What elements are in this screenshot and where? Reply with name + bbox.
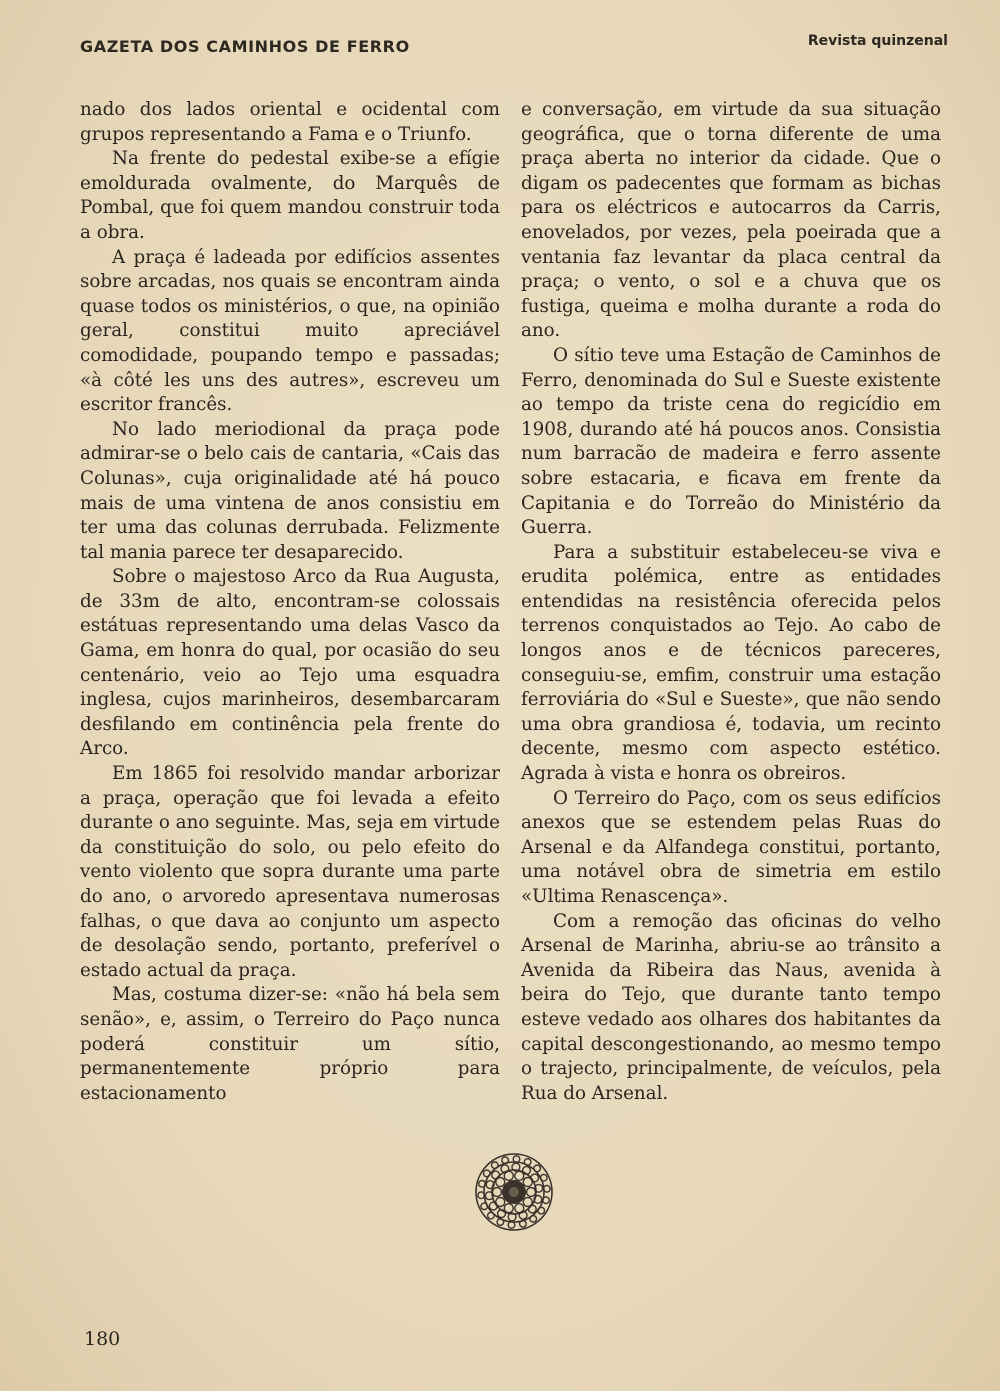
- right-text-column: [521, 98, 941, 1106]
- running-header-subtitle: Revista quinzenal: [807, 33, 948, 49]
- page-number: 180: [84, 1328, 121, 1350]
- paragraph: Sobre o majestoso Arco da Rua Augusta, de 33m de alto, encontram-se colossais estátuas representando uma delas Vasco da Gama, em honra do qual, por ocasião do seu centenário, veio ao Tejo uma esquadra inglesa, cujos marinheiros, desembarcaram desfilando em continência pela frente do Arco.: [80, 566, 500, 760]
- rosette-ornament-icon: [472, 1150, 556, 1234]
- paragraph: Com a remoção das oficinas do velho Arsenal de Marinha, abriu-se ao trânsito a Avenida da Ribeira das Naus, avenida à beira do Tejo, que durante tanto tempo esteve vedado aos olhares dos habitantes da capital descongestionando, ao mesmo tempo o trajecto, principalmente, de veículos, pela Rua do Arsenal.: [521, 910, 941, 1104]
- paragraph: Para a substituir estabeleceu-se viva e erudita polémica, entre as entidades entendidas na resistência oferecida pelos terrenos conquistados ao Tejo. Ao cabo de longos anos e de técnicos pareceres, conseguiu-se, emfim, construir uma estação ferroviária do «Sul e Sueste», que não sendo uma obra grandiosa é, todavia, um recinto decente, mesmo com aspecto estético. Agrada à vista e honra os obreiros.: [521, 541, 941, 785]
- paragraph: A praça é ladeada por edifícios assentes sobre arcadas, nos quais se encontram ainda quase todos os ministérios, o que, na opinião geral, constitui muito apreciável comodidade, poupando tempo e passadas; «à côté les uns des autres», escreveu um escritor francês.: [80, 246, 500, 416]
- left-text-column: [80, 98, 500, 1106]
- paragraph: nado dos lados oriental e ocidental com grupos representando a Fama e o Triunfo.: [80, 99, 500, 145]
- paragraph: Em 1865 foi resolvido mandar arborizar a praça, operação que foi levada a efeito durante o ano seguinte. Mas, seja em virtude da constituição do solo, ou pelo efeito do vento violento que sopra durante uma parte do ano, o arvoredo apresentava numerosas falhas, o que dava ao conjunto um aspecto de desolação sendo, portanto, preferível o estado actual da praça.: [80, 763, 500, 981]
- paragraph: Na frente do pedestal exibe-se a efígie emoldurada ovalmente, do Marquês de Pombal, que foi quem mandou construir toda a obra.: [80, 148, 500, 243]
- paragraph: O Terreiro do Paço, com os seus edifícios anexos que se estendem pelas Ruas do Arsenal e da Alfandega constitui, portanto, uma notável obra de simetria em estilo «Ultima Renascença».: [521, 787, 941, 907]
- paragraph: O sítio teve uma Estação de Caminhos de Ferro, denominada do Sul e Sueste existente ao tempo da triste cena do regicídio em 1908, durando até há poucos anos. Consistia num barracão de madeira e ferro assente sobre estacaria, e ficava em frente da Capitania e do Torreão do Ministério da Guerra.: [521, 344, 941, 539]
- paragraph: Mas, costuma dizer-se: «não há bela sem senão», e, assim, o Terreiro do Paço nunca poderá constituir um sítio, permanentemente próprio para estacionamento: [80, 984, 500, 1104]
- running-header-title: GAZETA DOS CAMINHOS DE FERRO: [80, 37, 410, 56]
- paragraph: No lado meriodional da praça pode admirar-se o belo cais de cantaria, «Cais das Colunas», cuja originalidade até há pouco mais de uma vintena de anos consistiu em ter uma das colunas derrubada. Felizmente tal mania parece ter desaparecido.: [80, 418, 500, 563]
- paragraph: e conversação, em virtude da sua situação geográfica, que o torna diferente de uma praça aberta no interior da cidade. Que o digam os padecentes que formam as bichas para os eléctricos e autocarros da Carris, enovelados, por vezes, pela poeirada que a ventania faz levantar da placa central da praça; o vento, o sol e a chuva que os fustiga, queima e molha durante a roda do ano.: [521, 99, 941, 342]
